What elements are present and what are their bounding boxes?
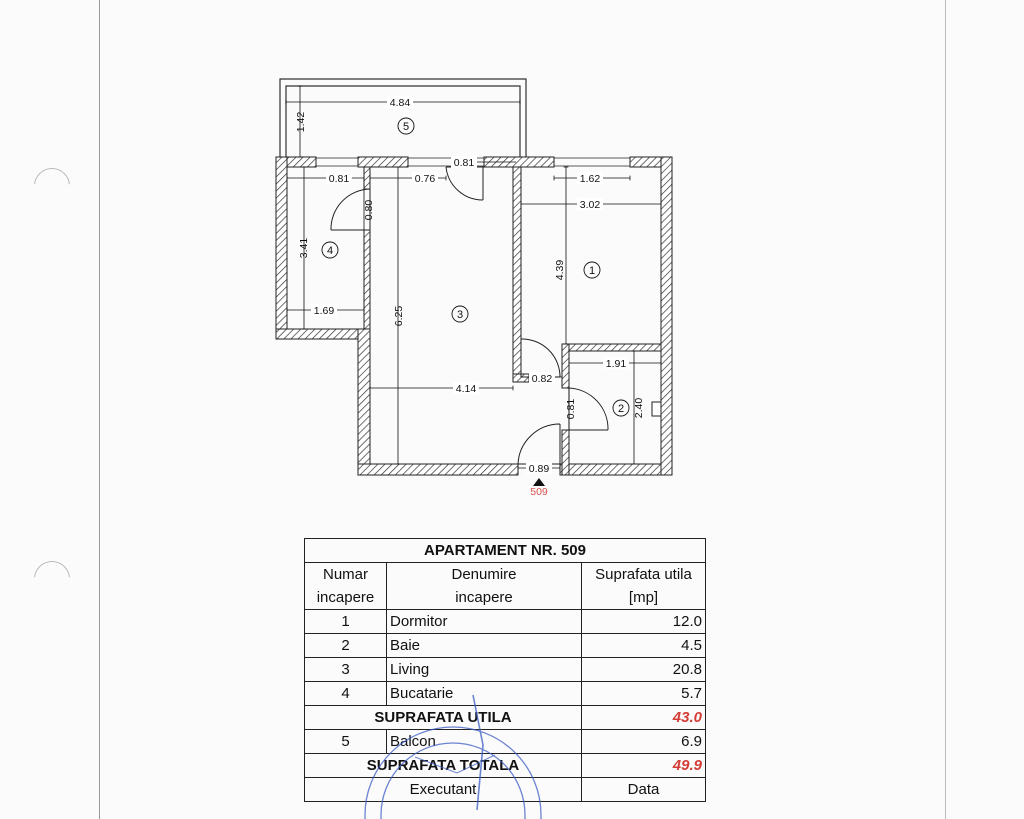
row-nr: 1 bbox=[305, 610, 387, 634]
executant-label: Executant bbox=[305, 778, 582, 802]
row-nr: 5 bbox=[305, 730, 387, 754]
dim-entrance: 0.89 bbox=[528, 463, 550, 475]
header-area-line1: Suprafata utila bbox=[582, 563, 706, 587]
total-area-value: 49.9 bbox=[582, 754, 706, 778]
dim-kitchen-height: 3.41 bbox=[298, 237, 310, 259]
dim-living-height: 6.25 bbox=[393, 305, 405, 327]
row-nr: 3 bbox=[305, 658, 387, 682]
useful-area-value: 43.0 bbox=[582, 706, 706, 730]
dim-bath-door-v: 0.81 bbox=[565, 398, 577, 420]
total-area-label: SUPRAFATA TOTALA bbox=[305, 754, 582, 778]
header-name-line1: Denumire bbox=[387, 563, 582, 587]
dim-bedroom-height: 4.39 bbox=[554, 259, 566, 281]
dim-kitchen-a: 0.81 bbox=[328, 173, 350, 185]
header-nr-line1: Numar bbox=[305, 563, 387, 587]
header-area-line2: [mp] bbox=[582, 586, 706, 610]
row-name: Bucatarie bbox=[387, 682, 582, 706]
dim-door-entry-top: 0.81 bbox=[453, 157, 475, 169]
stamp-seal bbox=[345, 685, 565, 819]
table-row bbox=[305, 658, 706, 682]
table-title: APARTAMENT NR. 509 bbox=[305, 539, 706, 563]
row-name: Balcon bbox=[387, 730, 582, 754]
entrance-arrow-icon bbox=[533, 478, 545, 486]
balcony-outline bbox=[280, 79, 526, 157]
row-area: 4.5 bbox=[582, 634, 706, 658]
dim-bath-height: 2.40 bbox=[633, 397, 645, 419]
room-number-1: 1 bbox=[588, 265, 596, 277]
dim-kitchen-width: 1.69 bbox=[313, 305, 335, 317]
dimension-lines bbox=[286, 86, 661, 468]
dim-bath-width: 1.91 bbox=[605, 358, 627, 370]
dim-kitchen-b: 0.76 bbox=[414, 173, 436, 185]
row-name: Living bbox=[387, 658, 582, 682]
useful-area-label: SUPRAFATA UTILA bbox=[305, 706, 582, 730]
row-name: Dormitor bbox=[387, 610, 582, 634]
row-area: 12.0 bbox=[582, 610, 706, 634]
dim-balcony-depth: 1.42 bbox=[295, 111, 307, 133]
binder-hole-bottom bbox=[34, 561, 70, 597]
row-name: Baie bbox=[387, 634, 582, 658]
table-row bbox=[305, 610, 706, 634]
dim-bath-door-h: 0.82 bbox=[531, 373, 553, 385]
dim-kitchen-door: 0.80 bbox=[363, 199, 375, 221]
table-row bbox=[305, 634, 706, 658]
date-label: Data bbox=[582, 778, 706, 802]
room-number-3: 3 bbox=[456, 309, 464, 321]
room-number-2: 2 bbox=[617, 403, 625, 415]
dim-living-width: 4.14 bbox=[455, 383, 477, 395]
apartment-marker: 509 bbox=[530, 486, 548, 498]
room-number-4: 4 bbox=[326, 245, 334, 257]
dim-bedroom-window: 1.62 bbox=[579, 173, 601, 185]
row-area: 6.9 bbox=[582, 730, 706, 754]
row-nr: 4 bbox=[305, 682, 387, 706]
dim-balcony-width: 4.84 bbox=[389, 97, 411, 109]
row-area: 20.8 bbox=[582, 658, 706, 682]
dim-bedroom-width: 3.02 bbox=[579, 199, 601, 211]
dimension-labels bbox=[295, 96, 645, 475]
row-area: 5.7 bbox=[582, 682, 706, 706]
header-name-line2: incapere bbox=[387, 586, 582, 610]
room-number-5: 5 bbox=[402, 121, 410, 133]
row-nr: 2 bbox=[305, 634, 387, 658]
header-nr-line2: incapere bbox=[305, 586, 387, 610]
